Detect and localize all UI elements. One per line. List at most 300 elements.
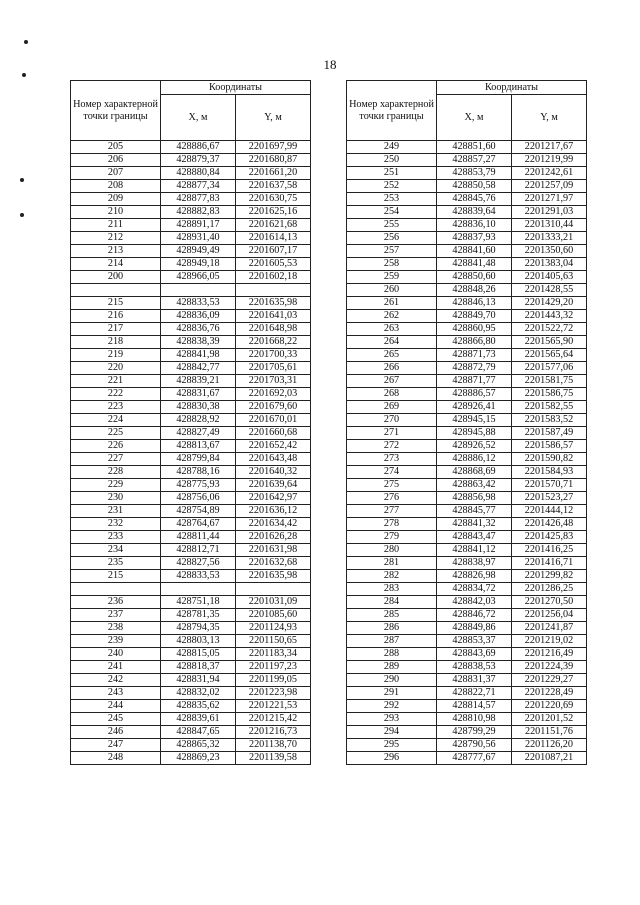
x-coordinate-cell: 428826,98	[437, 570, 512, 583]
y-coordinate-cell: 2201522,72	[512, 323, 587, 336]
y-coordinate-cell: 2201197,23	[236, 661, 311, 674]
y-coordinate-cell: 2201299,82	[512, 570, 587, 583]
y-coordinate-cell: 2201630,75	[236, 193, 311, 206]
x-coordinate-cell: 428945,15	[437, 414, 512, 427]
point-number-cell: 274	[347, 466, 437, 479]
table-row	[71, 180, 311, 193]
x-coordinate-cell: 428926,52	[437, 440, 512, 453]
x-coordinate-cell: 428838,53	[437, 661, 512, 674]
table-row	[71, 414, 311, 427]
x-coordinate-cell: 428931,40	[161, 232, 236, 245]
x-coordinate-cell: 428869,23	[161, 752, 236, 765]
y-coordinate-cell: 2201661,20	[236, 167, 311, 180]
x-coordinate-cell: 428836,76	[161, 323, 236, 336]
y-coordinate-cell: 2201631,98	[236, 544, 311, 557]
y-coordinate-cell: 2201031,09	[236, 596, 311, 609]
table-row	[347, 219, 587, 232]
point-number-cell: 293	[347, 713, 437, 726]
x-coordinate-cell: 428879,37	[161, 154, 236, 167]
y-coordinate-cell: 2201634,42	[236, 518, 311, 531]
table-row	[71, 609, 311, 622]
y-coordinate-cell: 2201641,03	[236, 310, 311, 323]
point-number-cell: 225	[71, 427, 161, 440]
point-number-cell: 272	[347, 440, 437, 453]
table-row	[347, 518, 587, 531]
point-number-cell: 278	[347, 518, 437, 531]
table-row	[71, 245, 311, 258]
table-row	[71, 401, 311, 414]
x-coordinate-cell: 428842,03	[437, 596, 512, 609]
x-coordinate-cell: 428949,49	[161, 245, 236, 258]
point-number-cell: 207	[71, 167, 161, 180]
point-number-cell: 242	[71, 674, 161, 687]
y-coordinate-cell: 2201291,03	[512, 206, 587, 219]
point-number-cell: 229	[71, 479, 161, 492]
margin-mark	[22, 73, 26, 77]
table-row	[71, 518, 311, 531]
table-row	[347, 349, 587, 362]
margin-mark	[20, 213, 24, 217]
x-coordinate-cell	[161, 284, 236, 297]
x-coordinate-cell: 428891,17	[161, 219, 236, 232]
y-coordinate-cell: 2201216,49	[512, 648, 587, 661]
x-coordinate-cell: 428754,89	[161, 505, 236, 518]
x-coordinate-cell: 428814,57	[437, 700, 512, 713]
x-coordinate-cell: 428866,80	[437, 336, 512, 349]
y-coordinate-cell: 2201138,70	[236, 739, 311, 752]
page-number: 18	[323, 57, 337, 72]
point-number-cell: 211	[71, 219, 161, 232]
point-number-cell: 260	[347, 284, 437, 297]
y-coordinate-cell: 2201405,63	[512, 271, 587, 284]
point-number-cell: 235	[71, 557, 161, 570]
x-coordinate-cell: 428822,71	[437, 687, 512, 700]
x-coordinate-cell: 428831,67	[161, 388, 236, 401]
table-row	[347, 635, 587, 648]
table-row	[347, 752, 587, 765]
x-coordinate-cell: 428833,53	[161, 297, 236, 310]
y-coordinate-cell: 2201151,76	[512, 726, 587, 739]
table-row	[347, 297, 587, 310]
point-number-cell: 268	[347, 388, 437, 401]
x-coordinate-cell: 428833,53	[161, 570, 236, 583]
x-coordinate-cell: 428813,67	[161, 440, 236, 453]
y-coordinate-cell: 2201416,25	[512, 544, 587, 557]
x-coordinate-cell: 428850,58	[437, 180, 512, 193]
table-row	[71, 336, 311, 349]
x-coordinate-cell: 428811,44	[161, 531, 236, 544]
point-number-cell: 259	[347, 271, 437, 284]
y-coordinate-cell: 2201605,53	[236, 258, 311, 271]
table-row	[71, 219, 311, 232]
y-coordinate-cell: 2201636,12	[236, 505, 311, 518]
point-number-cell: 250	[347, 154, 437, 167]
y-coordinate-cell: 2201583,52	[512, 414, 587, 427]
x-coordinate-cell: 428849,86	[437, 622, 512, 635]
table-row	[71, 258, 311, 271]
point-number-cell: 252	[347, 180, 437, 193]
point-number-cell: 266	[347, 362, 437, 375]
point-number-cell: 213	[71, 245, 161, 258]
y-coordinate-cell	[236, 284, 311, 297]
point-number-cell: 220	[71, 362, 161, 375]
header-point-number: Номер характерной точки границы	[71, 81, 161, 141]
point-number-cell: 253	[347, 193, 437, 206]
point-number-cell: 215	[71, 570, 161, 583]
margin-mark	[24, 40, 28, 44]
y-coordinate-cell: 2201602,18	[236, 271, 311, 284]
y-coordinate-cell: 2201256,04	[512, 609, 587, 622]
x-coordinate-cell: 428818,37	[161, 661, 236, 674]
x-coordinate-cell: 428790,56	[437, 739, 512, 752]
point-number-cell: 244	[71, 700, 161, 713]
table-row	[347, 713, 587, 726]
table-row	[347, 258, 587, 271]
table-row	[71, 310, 311, 323]
y-coordinate-cell: 2201228,49	[512, 687, 587, 700]
y-coordinate-cell: 2201444,12	[512, 505, 587, 518]
y-coordinate-cell: 2201229,27	[512, 674, 587, 687]
x-coordinate-cell: 428949,18	[161, 258, 236, 271]
y-coordinate-cell: 2201124,93	[236, 622, 311, 635]
y-coordinate-cell: 2201085,60	[236, 609, 311, 622]
y-coordinate-cell: 2201621,68	[236, 219, 311, 232]
point-number-cell: 264	[347, 336, 437, 349]
y-coordinate-cell: 2201648,98	[236, 323, 311, 336]
y-coordinate-cell: 2201670,01	[236, 414, 311, 427]
point-number-cell: 282	[347, 570, 437, 583]
x-coordinate-cell: 428836,09	[161, 310, 236, 323]
point-number-cell: 271	[347, 427, 437, 440]
x-coordinate-cell: 428831,37	[437, 674, 512, 687]
table-row	[347, 648, 587, 661]
x-coordinate-cell: 428845,76	[437, 193, 512, 206]
x-coordinate-cell: 428828,92	[161, 414, 236, 427]
x-coordinate-cell: 428756,06	[161, 492, 236, 505]
y-coordinate-cell: 2201700,33	[236, 349, 311, 362]
point-number-cell: 224	[71, 414, 161, 427]
table-row	[71, 297, 311, 310]
table-row	[347, 583, 587, 596]
x-coordinate-cell: 428839,61	[161, 713, 236, 726]
header-coordinates: Координаты	[161, 81, 311, 95]
table-row	[347, 232, 587, 245]
y-coordinate-cell: 2201703,31	[236, 375, 311, 388]
x-coordinate-cell: 428803,13	[161, 635, 236, 648]
table-row	[347, 622, 587, 635]
x-coordinate-cell: 428810,98	[437, 713, 512, 726]
point-number-cell: 267	[347, 375, 437, 388]
point-number-cell: 247	[71, 739, 161, 752]
y-coordinate-cell: 2201570,71	[512, 479, 587, 492]
x-coordinate-cell: 428838,39	[161, 336, 236, 349]
y-coordinate-cell: 2201219,99	[512, 154, 587, 167]
point-number-cell: 263	[347, 323, 437, 336]
x-coordinate-cell: 428842,77	[161, 362, 236, 375]
point-number-cell: 269	[347, 401, 437, 414]
table-row	[71, 466, 311, 479]
y-coordinate-cell: 2201201,52	[512, 713, 587, 726]
point-number-cell: 286	[347, 622, 437, 635]
x-coordinate-cell: 428860,95	[437, 323, 512, 336]
table-row	[71, 557, 311, 570]
y-coordinate-cell: 2201443,32	[512, 310, 587, 323]
point-number-cell: 296	[347, 752, 437, 765]
x-coordinate-cell: 428794,35	[161, 622, 236, 635]
table-row	[347, 193, 587, 206]
header-point-number: Номер характерной точки границы	[347, 81, 437, 141]
table-row	[71, 570, 311, 583]
y-coordinate-cell: 2201428,55	[512, 284, 587, 297]
point-number-cell: 292	[347, 700, 437, 713]
point-number-cell: 226	[71, 440, 161, 453]
table-row	[71, 453, 311, 466]
y-coordinate-cell: 2201565,64	[512, 349, 587, 362]
point-number-cell: 231	[71, 505, 161, 518]
y-coordinate-cell: 2201219,02	[512, 635, 587, 648]
table-row	[347, 700, 587, 713]
table-row	[71, 544, 311, 557]
x-coordinate-cell: 428882,83	[161, 206, 236, 219]
point-number-cell: 285	[347, 609, 437, 622]
table-row	[347, 154, 587, 167]
point-number-cell: 243	[71, 687, 161, 700]
table-row	[71, 349, 311, 362]
table-row	[71, 531, 311, 544]
table-row	[347, 492, 587, 505]
table-row	[347, 206, 587, 219]
point-number-cell: 258	[347, 258, 437, 271]
y-coordinate-cell: 2201215,42	[236, 713, 311, 726]
y-coordinate-cell: 2201565,90	[512, 336, 587, 349]
header-x: X, м	[437, 95, 512, 141]
table-row	[347, 726, 587, 739]
x-coordinate-cell: 428865,32	[161, 739, 236, 752]
point-number-cell: 215	[71, 297, 161, 310]
table-row	[71, 362, 311, 375]
x-coordinate-cell: 428853,79	[437, 167, 512, 180]
x-coordinate-cell: 428886,67	[161, 141, 236, 154]
y-coordinate-cell: 2201652,42	[236, 440, 311, 453]
y-coordinate-cell: 2201587,49	[512, 427, 587, 440]
x-coordinate-cell: 428827,56	[161, 557, 236, 570]
table-row	[347, 479, 587, 492]
table-row	[347, 739, 587, 752]
x-coordinate-cell: 428841,60	[437, 245, 512, 258]
x-coordinate-cell: 428872,79	[437, 362, 512, 375]
x-coordinate-cell: 428853,37	[437, 635, 512, 648]
x-coordinate-cell: 428812,71	[161, 544, 236, 557]
point-number-cell: 288	[347, 648, 437, 661]
point-number-cell	[71, 583, 161, 596]
table-row	[347, 375, 587, 388]
point-number-cell: 216	[71, 310, 161, 323]
x-coordinate-cell: 428775,93	[161, 479, 236, 492]
x-coordinate-cell: 428846,13	[437, 297, 512, 310]
table-row	[71, 271, 311, 284]
y-coordinate-cell: 2201087,21	[512, 752, 587, 765]
point-number-cell: 217	[71, 323, 161, 336]
table-row	[71, 206, 311, 219]
y-coordinate-cell: 2201637,58	[236, 180, 311, 193]
point-number-cell	[71, 284, 161, 297]
x-coordinate-cell: 428781,35	[161, 609, 236, 622]
y-coordinate-cell: 2201660,68	[236, 427, 311, 440]
point-number-cell: 249	[347, 141, 437, 154]
header-y: Y, м	[236, 95, 311, 141]
x-coordinate-cell: 428832,02	[161, 687, 236, 700]
y-coordinate-cell: 2201350,60	[512, 245, 587, 258]
x-coordinate-cell: 428868,69	[437, 466, 512, 479]
x-coordinate-cell: 428827,49	[161, 427, 236, 440]
point-number-cell: 205	[71, 141, 161, 154]
table-row	[71, 141, 311, 154]
table-row	[71, 492, 311, 505]
table-row	[71, 739, 311, 752]
y-coordinate-cell: 2201220,69	[512, 700, 587, 713]
table-row	[347, 661, 587, 674]
coordinates-table-left	[70, 80, 311, 765]
table-row	[71, 622, 311, 635]
y-coordinate-cell: 2201286,25	[512, 583, 587, 596]
y-coordinate-cell: 2201640,32	[236, 466, 311, 479]
y-coordinate-cell: 2201614,13	[236, 232, 311, 245]
point-number-cell: 287	[347, 635, 437, 648]
y-coordinate-cell: 2201590,82	[512, 453, 587, 466]
table-row	[71, 388, 311, 401]
table-row	[71, 687, 311, 700]
point-number-cell: 284	[347, 596, 437, 609]
y-coordinate-cell: 2201635,98	[236, 297, 311, 310]
table-row	[347, 284, 587, 297]
point-number-cell: 227	[71, 453, 161, 466]
point-number-cell: 289	[347, 661, 437, 674]
y-coordinate-cell: 2201692,03	[236, 388, 311, 401]
x-coordinate-cell: 428871,73	[437, 349, 512, 362]
point-number-cell: 214	[71, 258, 161, 271]
table-row	[347, 453, 587, 466]
point-number-cell: 246	[71, 726, 161, 739]
point-number-cell: 223	[71, 401, 161, 414]
table-row	[347, 687, 587, 700]
point-number-cell: 265	[347, 349, 437, 362]
y-coordinate-cell: 2201639,64	[236, 479, 311, 492]
x-coordinate-cell: 428886,57	[437, 388, 512, 401]
point-number-cell: 221	[71, 375, 161, 388]
point-number-cell: 209	[71, 193, 161, 206]
y-coordinate-cell: 2201635,98	[236, 570, 311, 583]
y-coordinate-cell: 2201241,87	[512, 622, 587, 635]
point-number-cell: 261	[347, 297, 437, 310]
table-row	[71, 635, 311, 648]
point-number-cell: 255	[347, 219, 437, 232]
y-coordinate-cell: 2201216,73	[236, 726, 311, 739]
table-row	[71, 752, 311, 765]
x-coordinate-cell: 428843,47	[437, 531, 512, 544]
table-row	[71, 427, 311, 440]
y-coordinate-cell: 2201626,28	[236, 531, 311, 544]
table-row	[71, 596, 311, 609]
table-row	[347, 401, 587, 414]
x-coordinate-cell: 428851,60	[437, 141, 512, 154]
y-coordinate-cell: 2201426,48	[512, 518, 587, 531]
y-coordinate-cell: 2201383,04	[512, 258, 587, 271]
table-row	[347, 414, 587, 427]
point-number-cell: 295	[347, 739, 437, 752]
point-number-cell: 290	[347, 674, 437, 687]
point-number-cell: 276	[347, 492, 437, 505]
point-number-cell: 233	[71, 531, 161, 544]
point-number-cell: 237	[71, 609, 161, 622]
x-coordinate-cell: 428945,88	[437, 427, 512, 440]
table-row	[71, 713, 311, 726]
table-row	[347, 570, 587, 583]
point-number-cell: 228	[71, 466, 161, 479]
table-row	[71, 726, 311, 739]
table-row	[347, 180, 587, 193]
y-coordinate-cell: 2201584,93	[512, 466, 587, 479]
point-number-cell: 238	[71, 622, 161, 635]
x-coordinate-cell: 428839,64	[437, 206, 512, 219]
x-coordinate-cell: 428834,72	[437, 583, 512, 596]
coordinates-table-right	[346, 80, 587, 765]
y-coordinate-cell: 2201425,83	[512, 531, 587, 544]
point-number-cell: 275	[347, 479, 437, 492]
x-coordinate-cell: 428830,38	[161, 401, 236, 414]
point-number-cell: 256	[347, 232, 437, 245]
x-coordinate-cell: 428799,84	[161, 453, 236, 466]
table-row	[347, 596, 587, 609]
y-coordinate-cell: 2201139,58	[236, 752, 311, 765]
x-coordinate-cell: 428836,10	[437, 219, 512, 232]
x-coordinate-cell: 428751,18	[161, 596, 236, 609]
point-number-cell: 262	[347, 310, 437, 323]
point-number-cell: 283	[347, 583, 437, 596]
x-coordinate-cell: 428856,98	[437, 492, 512, 505]
y-coordinate-cell: 2201679,60	[236, 401, 311, 414]
table-row	[347, 245, 587, 258]
point-number-cell: 230	[71, 492, 161, 505]
y-coordinate-cell: 2201582,55	[512, 401, 587, 414]
table-row	[71, 193, 311, 206]
y-coordinate-cell: 2201581,75	[512, 375, 587, 388]
point-number-cell: 273	[347, 453, 437, 466]
x-coordinate-cell: 428857,27	[437, 154, 512, 167]
table-row	[71, 440, 311, 453]
table-row	[71, 505, 311, 518]
y-coordinate-cell: 2201271,97	[512, 193, 587, 206]
x-coordinate-cell: 428841,12	[437, 544, 512, 557]
header-y: Y, м	[512, 95, 587, 141]
point-number-cell: 219	[71, 349, 161, 362]
point-number-cell: 232	[71, 518, 161, 531]
y-coordinate-cell: 2201333,21	[512, 232, 587, 245]
x-coordinate-cell: 428877,34	[161, 180, 236, 193]
point-number-cell: 210	[71, 206, 161, 219]
point-number-cell: 240	[71, 648, 161, 661]
y-coordinate-cell: 2201221,53	[236, 700, 311, 713]
x-coordinate-cell: 428926,41	[437, 401, 512, 414]
point-number-cell: 248	[71, 752, 161, 765]
y-coordinate-cell: 2201632,68	[236, 557, 311, 570]
x-coordinate-cell: 428966,05	[161, 271, 236, 284]
table-row	[347, 271, 587, 284]
y-coordinate-cell: 2201586,75	[512, 388, 587, 401]
x-coordinate-cell: 428838,97	[437, 557, 512, 570]
table-row	[71, 154, 311, 167]
table-row	[71, 375, 311, 388]
y-coordinate-cell: 2201705,61	[236, 362, 311, 375]
